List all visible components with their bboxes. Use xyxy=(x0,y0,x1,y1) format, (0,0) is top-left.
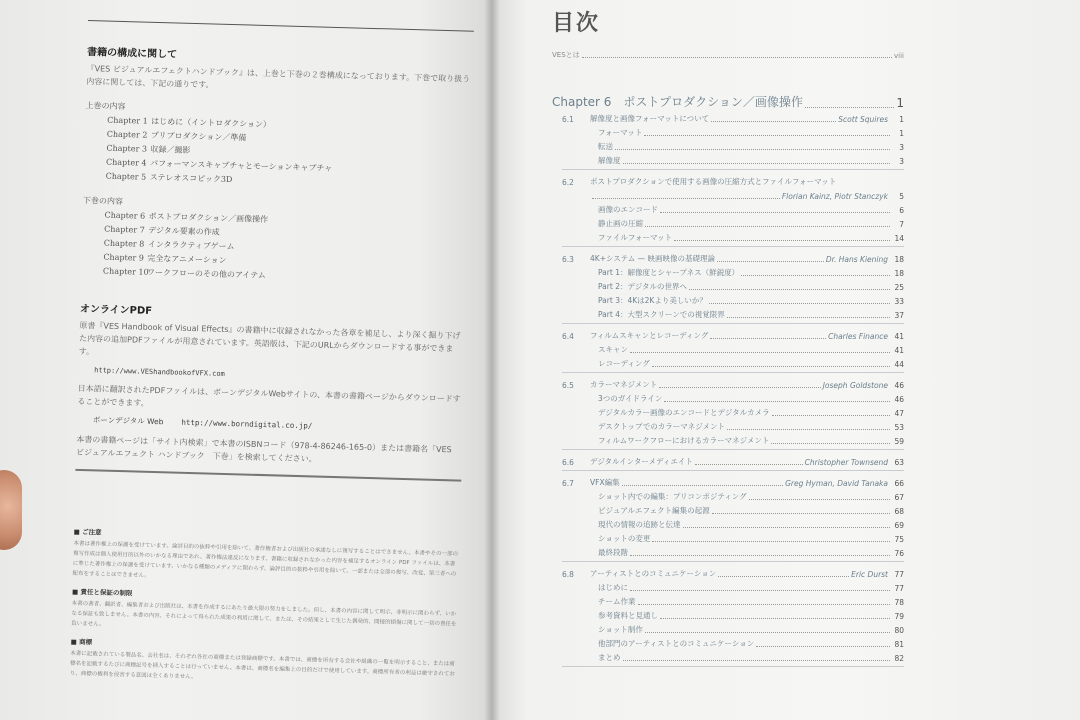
section-page: 18 xyxy=(894,255,904,264)
chapter-entry xyxy=(552,90,904,110)
dot-leader xyxy=(709,303,890,304)
upper-volume-label: 上巻の内容 xyxy=(85,100,126,112)
subsection-page: 18 xyxy=(894,269,904,278)
dot-leader xyxy=(630,590,890,591)
subsection-title: ショット制作 xyxy=(598,625,643,634)
subsection-entry xyxy=(598,418,904,432)
subsection-title: 画像のエンコード xyxy=(598,205,658,214)
section-number: 6.8 xyxy=(562,570,574,579)
chapter-title: ポストプロダクション／画像操作 xyxy=(148,211,269,225)
dot-leader xyxy=(652,366,890,367)
site-url: http://www.borndigital.co.jp/ xyxy=(181,417,313,431)
subsection-title: フォーマット xyxy=(598,128,643,137)
dot-leader xyxy=(622,485,784,486)
subsection-title: フィルムワークフローにおけるカラーマネジメント xyxy=(598,436,770,445)
subsection-entry xyxy=(598,544,904,558)
chapter-number: Chapter 7 xyxy=(104,224,145,235)
subsection-title: レコーディング xyxy=(598,359,650,368)
subsection-title: デスクトップでのカラーマネジメント xyxy=(598,422,725,431)
section-author: Christopher Townsend xyxy=(804,458,888,467)
subsection-page: 7 xyxy=(899,220,904,229)
section-title: 解像度と画像フォーマットについて xyxy=(590,114,710,123)
site-line xyxy=(93,414,463,435)
subsection-entry xyxy=(598,229,904,243)
subsection-page: 44 xyxy=(894,360,904,369)
subsection-entry xyxy=(598,341,904,355)
dot-leader xyxy=(689,289,890,290)
subsection-title: Part 2：デジタルの世界へ xyxy=(598,282,688,291)
notes-section xyxy=(70,527,460,690)
subsection-entry xyxy=(598,292,904,306)
section-page: 41 xyxy=(894,332,904,341)
section-page: 63 xyxy=(894,458,904,467)
chapter-title: はじめに（イントロダクション） xyxy=(151,116,272,130)
dot-leader xyxy=(660,212,890,213)
chapter-number: Chapter 4 xyxy=(105,157,147,168)
section-author: Dr. Hans Kiening xyxy=(825,255,888,264)
chapter-number: Chapter 3 xyxy=(106,143,148,154)
subsection-title: 転送 xyxy=(598,142,613,151)
subsection-entry xyxy=(598,579,904,593)
subsection-title: ショット内での編集：プリコンポジティング xyxy=(598,492,747,501)
dot-leader xyxy=(695,464,803,465)
chapter-title: 収録／撮影 xyxy=(150,144,191,155)
chapter-number: Chapter 5 xyxy=(105,171,147,182)
section-title: カラーマネジメント xyxy=(590,380,658,389)
subsection-entry xyxy=(598,306,904,320)
dot-leader xyxy=(659,387,820,388)
subsection-entry xyxy=(598,138,904,152)
subsection-page: 78 xyxy=(894,598,904,607)
chapter-label: Chapter 6 ポストプロダクション／画像操作 xyxy=(552,95,803,109)
upper-chapter-list xyxy=(105,114,471,194)
subsection-entry xyxy=(598,635,904,649)
subsection-page: 3 xyxy=(899,143,904,152)
subsection-title: チーム作業 xyxy=(598,597,636,606)
dot-leader xyxy=(623,660,891,661)
dot-leader xyxy=(638,604,891,605)
subsection-entry xyxy=(598,152,904,166)
ves-entry xyxy=(552,50,904,60)
note-heading: ■ ご注意 xyxy=(73,527,102,537)
section-number: 6.1 xyxy=(562,115,574,124)
dot-leader xyxy=(645,632,890,633)
chapter-title: デジタル要素の作成 xyxy=(148,225,220,237)
subsection-page: 47 xyxy=(894,409,904,418)
subsection-page: 81 xyxy=(894,640,904,649)
note-text: 本書の著者、翻訳者、編集者および出版社は、本書を作成するにあたり最大限の努力をしました。但し、本書の内容に関して明示、非明示に関わらず、いかなる保証も致しません。本書の内容、それによって得られた成果の利用に関して、または、その結果として生じた偶発的、間接的損傷に関して一切の責任を負いません。 xyxy=(71,600,457,628)
chapter-number: Chapter 10 xyxy=(102,266,149,277)
subsection-entry xyxy=(598,390,904,404)
section-entry xyxy=(562,110,904,124)
section-author: Florian Kainz, Piotr Stanczyk xyxy=(781,192,888,201)
section-divider xyxy=(562,664,904,667)
dot-leader xyxy=(592,198,780,199)
subsection-entry xyxy=(598,278,904,292)
section-entry xyxy=(562,376,904,390)
subsection-page: 53 xyxy=(894,423,904,432)
subsection-page: 3 xyxy=(899,157,904,166)
subsection-page: 69 xyxy=(894,521,904,530)
subsection-page: 14 xyxy=(894,234,904,243)
search-text: 本書の書籍ページは「サイト内検索」で本書のISBNコード（978-4-86246-165-0）または書籍名「VES ビジュアルエフェクト ハンドブック 下巻」を検索してください。 xyxy=(75,434,452,464)
subsection-page: 77 xyxy=(894,584,904,593)
note-text: 本書に記載されている製品名、会社名は、それぞれ各社の商標または登録商標です。本書では、商標を所有する会社や組織の一覧を明示すること、または商標名を記載するたびに商標記号を挿入することは行っていません。本書は、商標名を編集上の目的だけで使用しています。商標所有者の利益は厳守されており、商標の権利を侵害する意図は全くありません。 xyxy=(69,650,455,681)
subsection-page: 68 xyxy=(894,507,904,516)
subsection-entry xyxy=(598,355,904,369)
ves-page: viii xyxy=(894,52,904,60)
subsection-title: 他部門のアーティストとのコミュニケーション xyxy=(598,639,755,648)
subsection-title: ファイルフォーマット xyxy=(598,233,673,242)
section-entry xyxy=(562,327,904,341)
lower-chapter-list xyxy=(103,209,469,289)
subsection-page: 59 xyxy=(894,437,904,446)
section-page: 46 xyxy=(894,381,904,390)
section-entry xyxy=(562,474,904,488)
subsection-title: まとめ xyxy=(598,653,621,662)
subsection-page: 82 xyxy=(894,654,904,663)
structure-text: 『VES ビジュアルエフェクトハンドブック』は、上巻と下巻の２巻構成になっております。下巻で取り扱う内容に関しては、下記の通りです。 xyxy=(86,63,471,90)
subsection-entry xyxy=(598,404,904,418)
section-divider xyxy=(562,321,904,324)
section-divider xyxy=(562,468,904,471)
subsection-entry xyxy=(598,516,904,530)
chapter-title: インタラクティブゲーム xyxy=(147,239,235,252)
dot-leader xyxy=(645,226,890,227)
section-page: 66 xyxy=(894,479,904,488)
dot-leader xyxy=(615,149,890,150)
subsection-title: 現代の情報の追跡と伝達 xyxy=(598,520,681,529)
subsection-entry xyxy=(598,607,904,621)
chapter-title: 完全なアニメーション xyxy=(147,253,227,265)
subsection-title: ショットの変更 xyxy=(598,534,651,543)
subsection-page: 37 xyxy=(894,311,904,320)
subsection-title: スキャン xyxy=(598,345,628,354)
book-gutter xyxy=(484,0,500,720)
subsection-page: 76 xyxy=(894,549,904,558)
dot-leader xyxy=(718,576,849,577)
section-author: Joseph Goldstone xyxy=(822,381,888,390)
subsection-entry xyxy=(598,201,904,215)
subsection-title: ビジュアルエフェクト編集の起源 xyxy=(598,506,710,515)
dot-leader xyxy=(623,163,891,164)
section-divider xyxy=(562,447,904,450)
note-heading: ■ 責任と保証の制限 xyxy=(71,587,133,598)
subsection-entry xyxy=(598,621,904,635)
section-number: 6.2 xyxy=(562,178,574,187)
section-divider xyxy=(562,559,904,562)
subsection-title: 解像度 xyxy=(598,156,621,165)
section-title: 4K+システム — 映画映像の基礎理論 xyxy=(590,254,715,263)
section-author: Eric Durst xyxy=(851,570,888,579)
subsection-entry xyxy=(598,488,904,502)
section-entry xyxy=(562,565,904,579)
subsection-title: Part 4：大型スクリーンでの視覚限界 xyxy=(598,310,725,319)
subsection-page: 75 xyxy=(894,535,904,544)
subsection-page: 80 xyxy=(894,626,904,635)
subsection-title: 参考資料と見通し xyxy=(598,611,658,620)
subsection-page: 6 xyxy=(899,206,904,215)
subsection-title: 最終段階 xyxy=(598,548,628,557)
dot-leader xyxy=(644,135,890,136)
section-number: 6.7 xyxy=(562,479,574,488)
chapter-title: プリプロダクション／準備 xyxy=(150,130,247,143)
section-number: 6.5 xyxy=(562,381,574,390)
subsection-page: 25 xyxy=(894,283,904,292)
dot-leader xyxy=(652,541,890,542)
dot-leader xyxy=(683,527,891,528)
japanese-pdf-text: 日本語に翻訳されたPDFファイルは、ボーンデジタルWebサイトの、本書の書籍ページからダウンロードすることができます。 xyxy=(77,383,461,408)
section-divider xyxy=(562,370,904,373)
lower-volume-label: 下巻の内容 xyxy=(82,195,124,207)
subsection-title: Part 1：解像度とシャープネス（鮮鋭度） xyxy=(598,268,740,277)
section-entry xyxy=(562,453,904,467)
chapter-title: ステレオスコピック3D xyxy=(149,172,233,185)
dot-leader xyxy=(712,513,890,514)
note-heading: ■ 商標 xyxy=(70,637,93,647)
dot-leader xyxy=(660,618,890,619)
dot-leader xyxy=(582,57,892,58)
chapter-number: Chapter 9 xyxy=(103,252,145,263)
bottom-rule xyxy=(75,469,461,482)
section-number: 6.3 xyxy=(562,255,574,264)
chapter-number: Chapter 8 xyxy=(103,238,145,249)
subsection-title: 静止画の圧縮 xyxy=(598,219,643,228)
chapter-title: パフォーマンスキャプチャとモーションキャプチャ xyxy=(149,158,333,173)
section-title: アーティストとのコミュニケーション xyxy=(590,569,717,578)
section-author-line xyxy=(590,187,904,201)
dot-leader xyxy=(664,401,890,402)
dot-leader xyxy=(717,261,824,262)
section-title: VFX編集 xyxy=(590,478,620,487)
subsection-page: 67 xyxy=(894,493,904,502)
dot-leader xyxy=(711,121,836,122)
subsection-title: 3つのガイドライン xyxy=(598,394,663,403)
subsection-title: はじめに xyxy=(598,583,628,592)
subsection-entry xyxy=(598,649,904,663)
subsection-entry xyxy=(598,530,904,544)
chapter-number: Chapter 2 xyxy=(106,129,148,140)
section-entry xyxy=(562,250,904,264)
chapter-title: ワークフローのその他のアイテム xyxy=(146,267,266,281)
subsection-entry xyxy=(598,124,904,138)
section-entry xyxy=(562,173,904,187)
subsection-entry xyxy=(598,215,904,229)
left-page-content xyxy=(70,20,474,690)
dot-leader xyxy=(727,429,890,430)
subsection-page: 41 xyxy=(894,346,904,355)
subsection-entry xyxy=(598,432,904,446)
section-page: 1 xyxy=(899,115,904,124)
dot-leader xyxy=(772,415,890,416)
subsection-title: Part 3：4Kは2Kより美しいか？ xyxy=(598,296,707,305)
subsection-page: 79 xyxy=(894,612,904,621)
subsection-page: 1 xyxy=(899,129,904,138)
toc-title: 目次 xyxy=(552,11,601,36)
section-number: 6.4 xyxy=(562,332,574,341)
subsection-page: 33 xyxy=(894,297,904,306)
subsection-page: 46 xyxy=(894,395,904,404)
dot-leader xyxy=(727,317,890,318)
chapter-number: Chapter 6 xyxy=(104,210,146,221)
section-page: 77 xyxy=(894,570,904,579)
section-title: ポストプロダクションで使用する画像の圧縮方式とファイルフォーマット xyxy=(590,177,837,186)
section-title: デジタルインターメディエイト xyxy=(590,457,693,466)
dot-leader xyxy=(756,646,890,647)
dot-leader xyxy=(674,240,890,241)
note-text: 本書は著作権上の保護を受けています。論評目的の抜粋や引用を除いて、著作権者および出版社の承諾なしに複写することはできません。本書やその一部の複写作成は個人使用目的以外のいかなる理由であれ、著作権法違反になります。書籍に収録されなかった内容を補足するオンライン PDF ファイルは、本書に準じた著作権上の保護を受けています。いかなる種類のメディアに関わらず、論評目的の抜粋や引用を除いて、一部または全部の複写、改変、第三者への配布をすることはできません。 xyxy=(72,540,459,579)
section-page: 5 xyxy=(899,192,904,201)
section-author: Scott Squires xyxy=(838,115,888,124)
dot-leader xyxy=(805,107,895,108)
section-divider xyxy=(562,167,904,170)
dot-leader xyxy=(630,555,890,556)
dot-leader xyxy=(771,443,890,444)
subsection-entry xyxy=(598,264,904,278)
section-title: フィルムスキャンとレコーディング xyxy=(590,331,709,340)
online-pdf-heading: オンラインPDF xyxy=(79,303,153,317)
section-author: Greg Hyman, David Tanaka xyxy=(785,479,888,488)
dot-leader xyxy=(630,352,890,353)
section-divider xyxy=(562,244,904,247)
site-label: ボーンデジタル Web xyxy=(92,415,164,427)
section-author: Charles Finance xyxy=(828,332,888,341)
thumb xyxy=(0,470,22,550)
dot-leader xyxy=(749,499,890,500)
section-number: 6.6 xyxy=(562,458,574,467)
dot-leader xyxy=(710,338,826,339)
subsection-entry xyxy=(598,502,904,516)
dot-leader xyxy=(741,275,890,276)
english-pdf-url: http://www.VEShandbookofVFX.com xyxy=(94,366,225,378)
chapter-page: 1 xyxy=(896,96,904,110)
ves-label: VESとは xyxy=(552,51,580,59)
table-of-contents xyxy=(552,90,904,670)
subsection-title: デジタルカラー画像のエンコードとデジタルカメラ xyxy=(598,408,770,417)
structure-heading: 書籍の構成に関して xyxy=(86,46,178,61)
online-pdf-text: 原書『VES Handbook of Visual Effects』の書籍中に収録されなかった各章を補足し、より深く掘り下げた内容の追加PDFファイルが用意されています。英語版は、下記のURLからダウンロードする事ができます。 xyxy=(78,320,461,357)
chapter-number: Chapter 1 xyxy=(107,115,148,126)
subsection-entry xyxy=(598,593,904,607)
